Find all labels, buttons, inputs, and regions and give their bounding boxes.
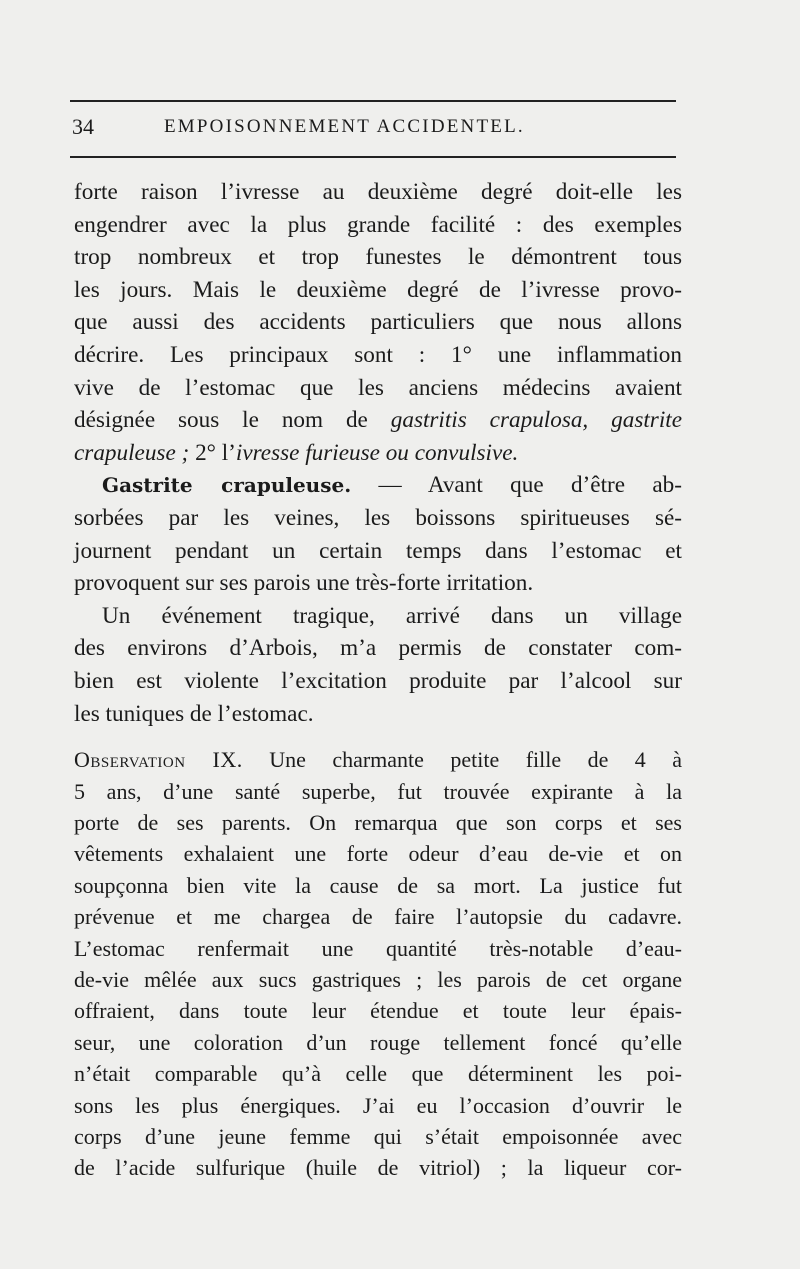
text-fragment: 2° l’ bbox=[189, 439, 236, 466]
text-line: engendrer avec la plus grande facilité : des exemples bbox=[74, 211, 682, 238]
paragraph-gastrite bbox=[74, 469, 682, 599]
text-line: 5 ans, d’une santé superbe, fut trouvée expirante à la bbox=[74, 778, 682, 804]
text-line: sorbées par les veines, les boissons spiritueuses sé- bbox=[74, 504, 682, 531]
text-line: trop nombreux et trop funestes le démontrent tous bbox=[74, 244, 682, 271]
paragraph-continuation bbox=[74, 176, 682, 469]
text-line bbox=[74, 744, 682, 775]
running-header bbox=[72, 114, 676, 144]
text-line bbox=[74, 437, 682, 470]
text-line: seur, une coloration d’un rouge tellement foncé qu’elle bbox=[74, 1029, 682, 1055]
text-line: journent pendant un certain temps dans l’estomac et bbox=[74, 537, 682, 564]
text-line: de l’acide sulfurique (huile de vitriol) ; la liqueur cor- bbox=[74, 1155, 682, 1181]
text-line: provoquent sur ses parois une très-forte irritation. bbox=[74, 570, 534, 597]
text-line: vêtements exhalaient une forte odeur d’eau de-vie et on bbox=[74, 841, 682, 867]
text-line: décrire. Les principaux sont : 1° une inflammation bbox=[74, 341, 682, 368]
observation-label: Observation IX. bbox=[74, 747, 243, 773]
text-line: sons les plus énergiques. J’ai eu l’occasion d’ouvrir le bbox=[74, 1092, 682, 1118]
text-line: les jours. Mais le deuxième degré de l’ivresse provo- bbox=[74, 276, 682, 303]
text-line: des environs d’Arbois, m’a permis de constater com- bbox=[74, 635, 682, 662]
italic-term: ivresse furieuse ou convulsive. bbox=[235, 439, 519, 466]
text-line: L’estomac renfermait une quantité très-notable d’eau- bbox=[74, 935, 682, 961]
page-number: 34 bbox=[72, 114, 94, 139]
text-fragment: Une charmante petite fille de 4 à bbox=[242, 747, 682, 773]
text-line: vive de l’estomac que les anciens médecins avaient bbox=[74, 374, 682, 401]
text-line: prévenue et me chargea de faire l’autopsie du cadavre. bbox=[74, 904, 682, 930]
text-line bbox=[74, 404, 682, 437]
text-line: forte raison l’ivresse au deuxième degré doit-elle les bbox=[74, 179, 682, 205]
text-line: soupçonna bien vite la cause de sa mort. La justice fut bbox=[74, 872, 682, 898]
paragraph-observation bbox=[74, 744, 682, 1184]
body-text bbox=[74, 176, 682, 1184]
text-line bbox=[74, 469, 682, 502]
header-bottom-rule bbox=[70, 156, 676, 158]
section-heading: Gastrite crapuleuse. bbox=[102, 473, 352, 498]
latin-term: gastritis crapulosa, bbox=[390, 407, 589, 434]
running-title: EMPOISONNEMENT ACCIDENTEL. bbox=[164, 116, 525, 137]
text-line: que aussi des accidents particuliers que nous allons bbox=[74, 309, 682, 336]
text-line: les tuniques de l’estomac. bbox=[74, 700, 314, 727]
text-line: de-vie mêlée aux sucs gastriques ; les parois de cet organe bbox=[74, 966, 682, 992]
text-line: offraient, dans toute leur étendue et toute leur épais- bbox=[74, 998, 682, 1024]
text-fragment: désignée sous le nom de bbox=[74, 407, 391, 434]
text-line: n’était comparable qu’à celle que déterminent les poi- bbox=[74, 1061, 682, 1087]
italic-term: crapuleuse ; bbox=[74, 439, 190, 466]
header-top-rule bbox=[70, 100, 676, 102]
text-fragment: — Avant que d’être ab- bbox=[351, 472, 682, 499]
text-line: bien est violente l’excitation produite par l’alcool sur bbox=[74, 667, 682, 694]
italic-term: gastrite bbox=[588, 407, 682, 434]
text-line: porte de ses parents. On remarqua que son corps et ses bbox=[74, 809, 682, 835]
paragraph-event bbox=[74, 600, 682, 730]
text-line: Un événement tragique, arrivé dans un village bbox=[102, 602, 682, 629]
text-line: corps d’une jeune femme qui s’était empoisonnée avec bbox=[74, 1123, 682, 1149]
